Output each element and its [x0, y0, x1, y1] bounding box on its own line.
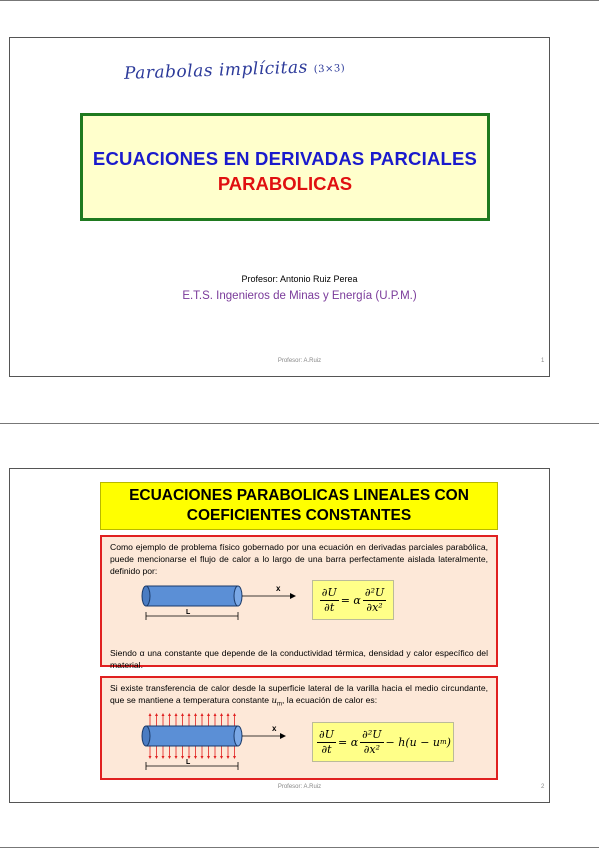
slide1-title-line1: ECUACIONES EN DERIVADAS PARCIALES — [92, 148, 478, 169]
handwritten-note: Parabolas implícitas (3×3) — [123, 57, 346, 84]
heat-loss-arrowhead — [181, 756, 184, 759]
length-label-2: L — [186, 759, 191, 766]
page-divider — [0, 423, 599, 424]
heat-loss-bar-diagram — [140, 710, 300, 772]
heat-loss-arrowhead — [233, 756, 236, 759]
heat-loss-arrowhead — [149, 713, 152, 716]
heat-equation: $\frac{\partial U}{\partial t}$ = α $\frac{\text{∂²U}}{\text{∂x²}}$ — [312, 580, 394, 620]
heat-loss-arrowhead — [220, 756, 223, 759]
heat-loss-arrowhead — [168, 756, 171, 759]
box1-paragraph-2: Siendo α una constante que depende de la conductividad térmica, densidad y calor específico del material. — [110, 648, 488, 670]
slide1-page-number: 1 — [541, 358, 545, 364]
heat-loss-arrowhead — [214, 756, 217, 759]
heat-loss-arrowhead — [233, 713, 236, 716]
slide2-title-line2: COEFICIENTES CONSTANTES — [186, 507, 412, 524]
heat-loss-arrowhead — [155, 713, 158, 716]
insulated-bar-diagram — [140, 580, 300, 628]
heat-loss-arrowhead — [168, 713, 171, 716]
heat-loss-arrowhead — [162, 756, 165, 759]
heat-loss-arrowhead — [194, 756, 197, 759]
heat-loss-arrowhead — [175, 713, 178, 716]
x-axis-label-2: x — [272, 724, 277, 733]
slide1-title-box — [80, 113, 490, 221]
heat-loss-arrowhead — [162, 713, 165, 716]
heat-loss-arrowhead — [188, 713, 191, 716]
slide2-title — [100, 482, 498, 530]
box1-paragraph: Como ejemplo de problema físico gobernado por una ecuación en derivadas parciales parabólica, puede mencionarse el flujo de calor a lo largo de una barra perfectamente aislada lateralmente, definido por: — [110, 542, 488, 576]
length-label: L — [186, 609, 191, 616]
heat-loss-arrowhead — [207, 756, 210, 759]
heat-loss-arrowhead — [201, 713, 204, 716]
slide2-title-line1: ECUACIONES PARABOLICAS LINEALES CON — [129, 487, 469, 504]
slide2-page-number: 2 — [541, 784, 545, 790]
heat-equation-with-loss: $\frac{\partial U}{\partial t}$ = α $\frac{\text{∂²U}}{\text{∂x²}}$ − h(u − u m ) — [312, 722, 454, 762]
heat-loss-arrowhead — [155, 756, 158, 759]
heat-loss-arrowhead — [175, 756, 178, 759]
heat-loss-arrowhead — [181, 713, 184, 716]
institution-name: E.T.S. Ingenieros de Minas y Energía (U.P.M.) — [182, 290, 417, 302]
box2-paragraph: Si existe transferencia de calor desde la superficie lateral de la varilla hacia el medio circundante, que se mantiene a temperatura constante $u_m$, la ecuación de calor es: — [110, 683, 488, 708]
heat-loss-arrowhead — [227, 756, 230, 759]
heat-loss-arrowhead — [207, 713, 210, 716]
heat-loss-arrowhead — [214, 713, 217, 716]
heat-loss-arrowhead — [149, 756, 152, 759]
heat-loss-arrowhead — [201, 756, 204, 759]
slide2-footer: Profesor: A.Ruiz — [277, 784, 322, 790]
page-divider — [0, 0, 599, 1]
x-axis-label: x — [276, 584, 281, 593]
heat-loss-arrowhead — [220, 713, 223, 716]
professor-name: Profesor: Antonio Ruiz Perea — [241, 274, 358, 284]
slide1-title-line2: PARABOLICAS — [217, 173, 353, 194]
slide1-footer: Profesor: A.Ruiz — [277, 358, 322, 364]
heat-loss-arrowhead — [194, 713, 197, 716]
heat-loss-arrowhead — [227, 713, 230, 716]
